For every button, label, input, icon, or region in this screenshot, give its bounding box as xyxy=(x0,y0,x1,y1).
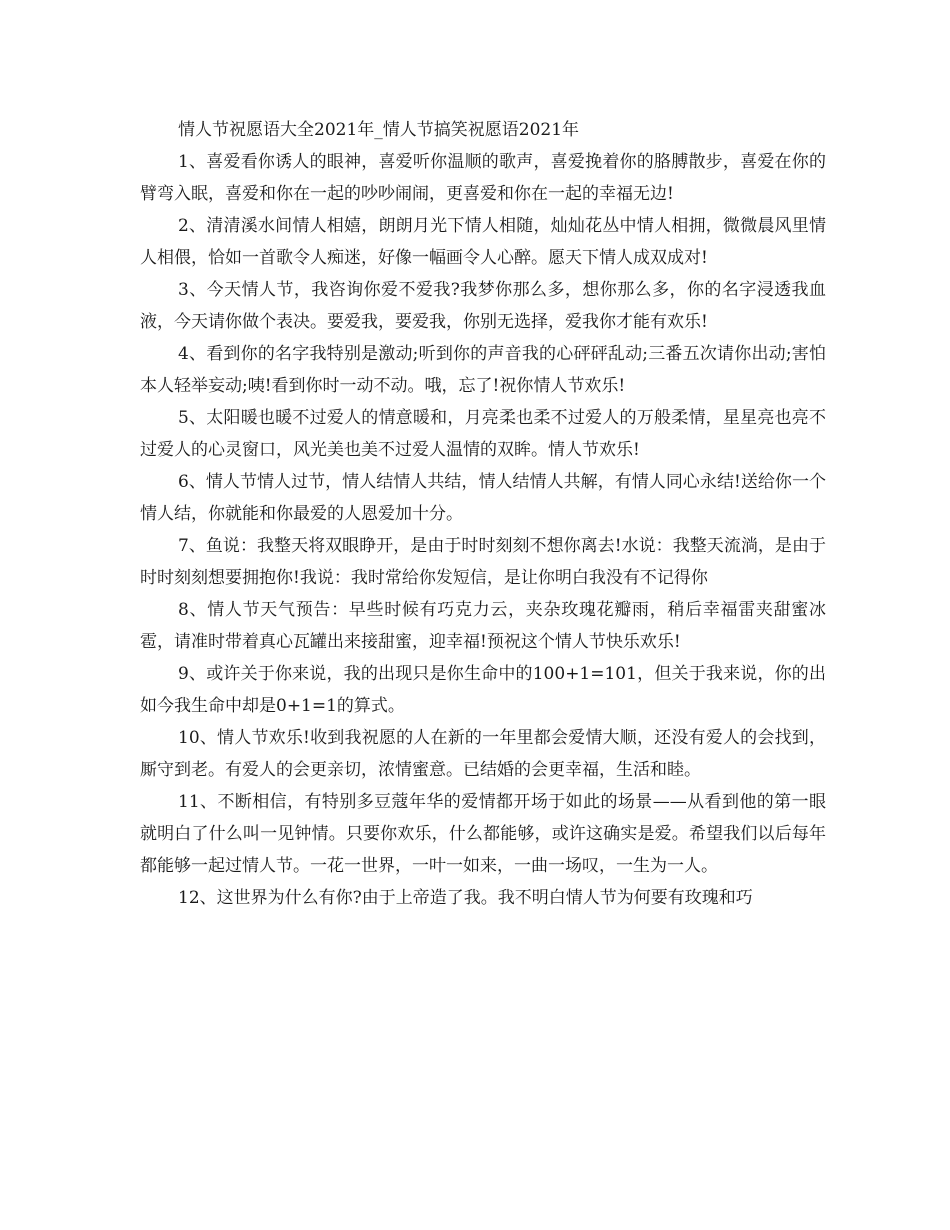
document-body xyxy=(140,114,826,914)
paragraph-9: 9、或许关于你来说，我的出现只是你生命中的100+1=101，但关于我来说，你的出如今我生命中却是0+1=1的算式。 xyxy=(140,664,826,716)
paragraph-12: 12、这世界为什么有你?由于上帝造了我。我不明白情人节为何要有玫瑰和巧 xyxy=(178,888,753,908)
paragraph-3: 3、今天情人节，我咨询你爱不爱我?我梦你那么多，想你那么多，你的名字浸透我血液，今天请你做个表决。要爱我，要爱我，你别无选择，爱我你才能有欢乐! xyxy=(140,280,826,332)
paragraph-11: 11、不断相信，有特别多豆蔻年华的爱情都开场于如此的场景——从看到他的第一眼就明白了什么叫一见钟情。只要你欢乐，什么都能够，或许这确实是爱。希望我们以后每年都能够一起过情人节。一花一世界，一叶一如来，一曲一场叹，一生为一人。 xyxy=(140,792,826,876)
paragraph-5: 5、太阳暖也暖不过爱人的情意暖和，月亮柔也柔不过爱人的万般柔情，星星亮也亮不过爱人的心灵窗口，风光美也美不过爱人温情的双眸。情人节欢乐! xyxy=(140,408,826,460)
paragraph-7: 7、鱼说：我整天将双眼睁开，是由于时时刻刻不想你离去!水说：我整天流淌，是由于时时刻刻想要拥抱你!我说：我时常给你发短信，是让你明白我没有不记得你 xyxy=(140,536,826,588)
paragraph-1: 1、喜爱看你诱人的眼神，喜爱听你温顺的歌声，喜爱挽着你的胳膊散步，喜爱在你的臂弯入眠，喜爱和你在一起的吵吵闹闹，更喜爱和你在一起的幸福无边! xyxy=(140,152,826,204)
document-title: 情人节祝愿语大全2021年_情人节搞笑祝愿语2021年 xyxy=(178,120,580,140)
paragraph-6: 6、情人节情人过节，情人结情人共结，情人结情人共解，有情人同心永结!送给你一个情人结，你就能和你最爱的人恩爱加十分。 xyxy=(140,472,826,524)
paragraph-10: 10、情人节欢乐!收到我祝愿的人在新的一年里都会爱情大顺，还没有爱人的会找到，厮守到老。有爱人的会更亲切，浓情蜜意。已结婚的会更幸福，生活和睦。 xyxy=(140,728,826,780)
paragraph-8: 8、情人节天气预告：早些时候有巧克力云，夹杂玫瑰花瓣雨，稍后幸福雷夹甜蜜冰雹，请准时带着真心瓦罐出来接甜蜜，迎幸福!预祝这个情人节快乐欢乐! xyxy=(140,600,826,652)
paragraph-4: 4、看到你的名字我特别是激动;听到你的声音我的心砰砰乱动;三番五次请你出动;害怕本人轻举妄动;咦!看到你时一动不动。哦，忘了!祝你情人节欢乐! xyxy=(140,344,826,396)
paragraph-2: 2、清清溪水间情人相嬉，朗朗月光下情人相随，灿灿花丛中情人相拥，微微晨风里情人相偎，恰如一首歌令人痴迷，好像一幅画令人心醉。愿天下情人成双成对! xyxy=(140,216,826,268)
